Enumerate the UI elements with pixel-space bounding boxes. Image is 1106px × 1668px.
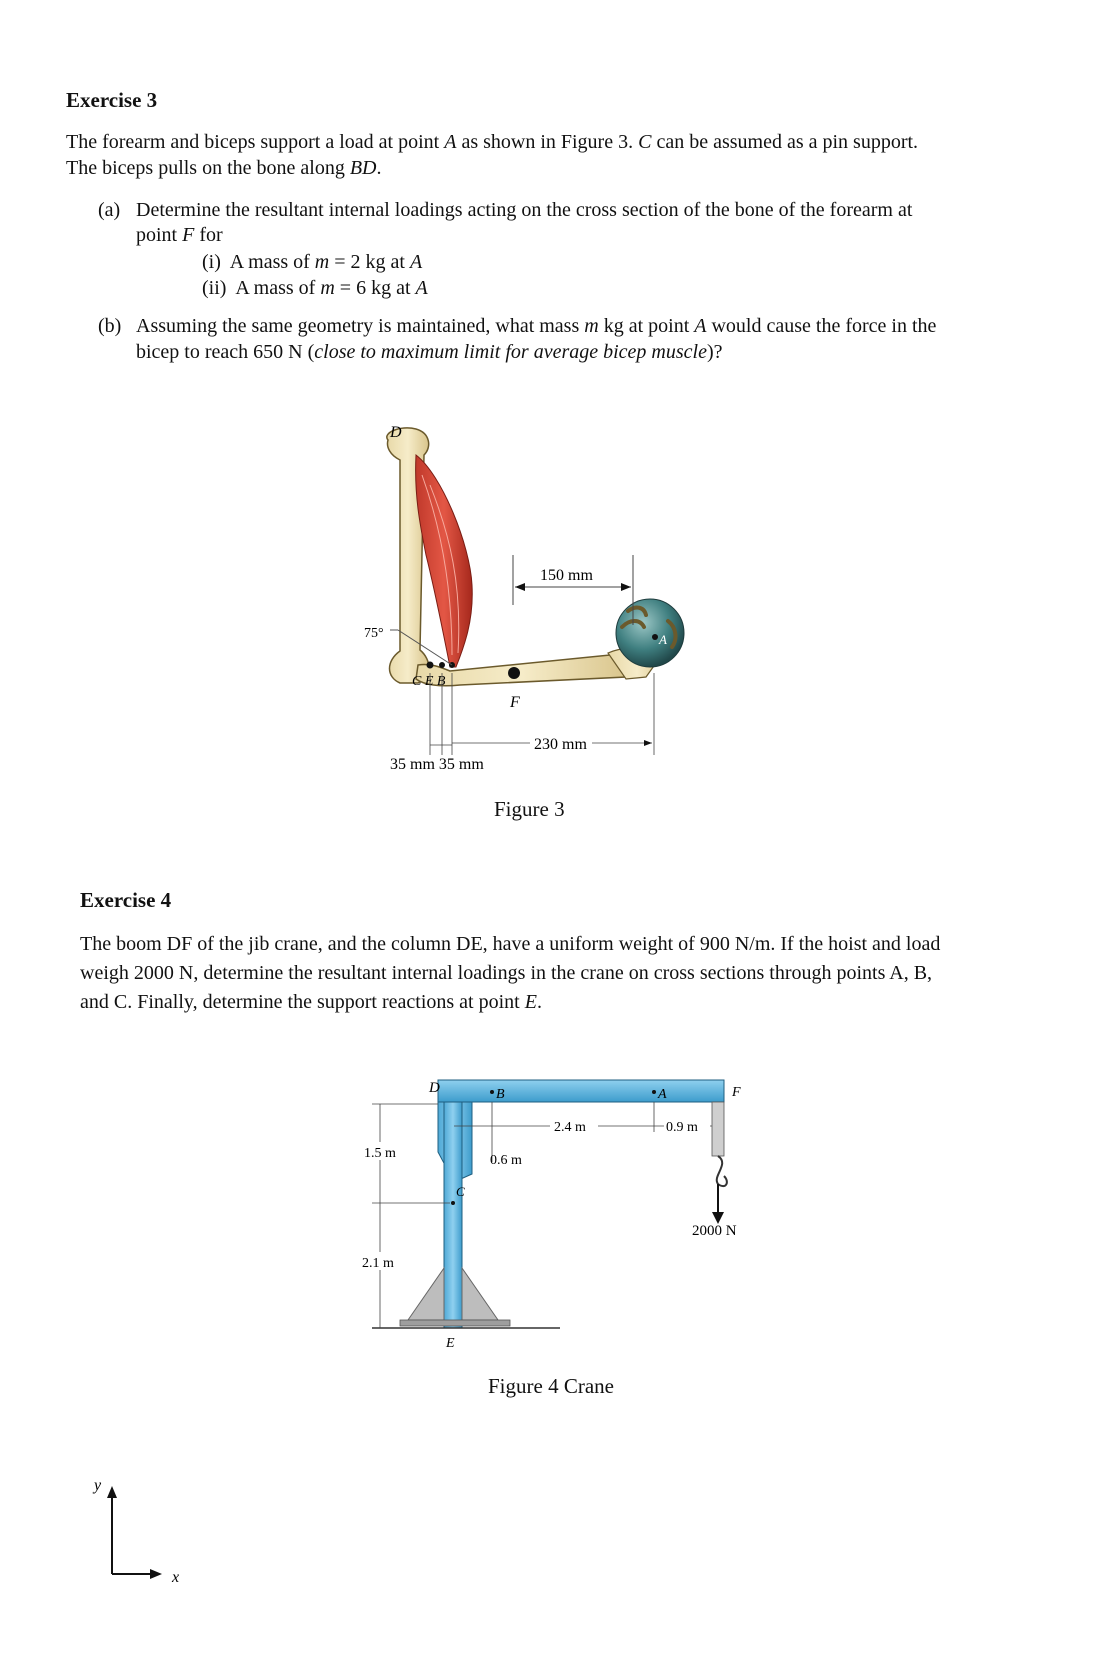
- label-f: F: [510, 694, 520, 711]
- intro-point-c: C: [638, 131, 652, 153]
- label-c: C: [456, 1184, 465, 1199]
- base-gusset-right: [462, 1268, 498, 1320]
- exercise4-title: Exercise 4: [80, 888, 172, 912]
- question-b-label: (b): [98, 315, 122, 337]
- column-de: [444, 1102, 462, 1328]
- exercise3-intro: [66, 128, 1066, 182]
- figure-3-forearm: [360, 415, 700, 785]
- exercise3-title: Exercise 3: [66, 88, 158, 112]
- question-b: [98, 312, 1088, 366]
- label-a: A: [659, 632, 667, 647]
- item-ii-text: A mass of: [235, 277, 321, 299]
- exercise4-point-e: E: [524, 991, 537, 1013]
- question-b-a: A: [694, 315, 707, 337]
- base-plate: [400, 1320, 510, 1326]
- question-b-text: )?: [706, 341, 723, 363]
- dim-150mm: 150 mm: [540, 567, 593, 584]
- label-d: D: [390, 424, 402, 441]
- boom-df: [438, 1080, 724, 1102]
- dim-0-6m: 0.6 m: [490, 1153, 522, 1168]
- label-b: B: [496, 1087, 505, 1102]
- intro-text: The biceps pulls on the bone along: [66, 157, 350, 179]
- y-axis-arrow: [107, 1486, 117, 1498]
- xy-axes: [88, 1476, 198, 1586]
- figure-4-crane: [350, 1072, 770, 1362]
- point-e-marker: [439, 662, 445, 668]
- item-ii-label: (ii): [202, 277, 227, 299]
- question-a: [98, 196, 1078, 249]
- question-a-line1: Determine the resultant internal loadings acting on the cross section of the bone of the forearm at: [136, 199, 913, 221]
- point-f-marker: [508, 667, 520, 679]
- base-gusset-left: [408, 1268, 444, 1320]
- item-i-a: A: [409, 251, 423, 273]
- x-axis-arrow: [150, 1569, 162, 1579]
- question-a-text: for: [194, 224, 223, 246]
- question-a-point-f: F: [182, 224, 195, 246]
- item-ii-a: A: [415, 277, 428, 299]
- item-i-label: (i): [202, 251, 221, 273]
- dim-2-1m: 2.1 m: [362, 1256, 394, 1271]
- figure-4-caption: Figure 4 Crane: [488, 1374, 614, 1398]
- intro-text: .: [376, 157, 382, 179]
- item-ii-m: m: [320, 277, 335, 299]
- item-i-text: = 2 kg at: [329, 251, 410, 273]
- question-b-text: bicep to reach 650 N (: [136, 341, 315, 363]
- question-b-italic: close to maximum limit for average bicep muscle: [314, 341, 707, 363]
- dim-1-5m: 1.5 m: [364, 1146, 396, 1161]
- exercise4-line3: .: [536, 991, 542, 1013]
- label-e: E: [446, 1336, 455, 1351]
- dim-35mm: 35 mm 35 mm: [390, 756, 484, 773]
- question-b-text: Assuming the same geometry is maintained, what mass: [136, 315, 585, 337]
- label-f: F: [732, 1085, 741, 1100]
- y-axis-label: y: [94, 1477, 102, 1494]
- hoist-chain: [712, 1102, 724, 1156]
- x-axis-label: x: [172, 1569, 180, 1586]
- load-2000n: 2000 N: [692, 1223, 737, 1239]
- item-ii-text: = 6 kg at: [334, 277, 416, 299]
- question-a-label: (a): [98, 199, 121, 221]
- exercise4-text: [80, 930, 1090, 1017]
- question-b-text: kg at point: [598, 315, 695, 337]
- question-b-m: m: [584, 315, 599, 337]
- label-a: A: [658, 1087, 667, 1102]
- forearm-bone: [416, 655, 628, 686]
- question-a-text: point: [136, 224, 183, 246]
- label-75-deg: 75°: [364, 626, 384, 641]
- exercise4-line2: weigh 2000 N, determine the resultant internal loadings in the crane on cross sections through points A, B,: [80, 962, 933, 984]
- question-a-ii: [202, 274, 428, 302]
- intro-text: can be assumed as a pin support.: [651, 131, 919, 153]
- hook: [717, 1156, 727, 1186]
- intro-text: as shown in Figure 3.: [456, 131, 639, 153]
- intro-line-bd: BD: [349, 157, 377, 179]
- label-d: D: [429, 1080, 440, 1096]
- point-c-marker: [427, 662, 434, 669]
- dim-230mm: 230 mm: [534, 736, 587, 753]
- item-i-m: m: [314, 251, 330, 273]
- dim-2-4m: 2.4 m: [554, 1120, 586, 1135]
- question-b-text: would cause the force in the: [706, 315, 937, 337]
- item-i-text: A mass of: [229, 251, 315, 273]
- exercise4-line1: The boom DF of the jib crane, and the column DE, have a uniform weight of 900 N/m. If the hoist and load: [80, 933, 941, 955]
- intro-text: The forearm and biceps support a load at point: [66, 131, 445, 153]
- dim-0-9m: 0.9 m: [666, 1120, 698, 1135]
- figure-3-caption: Figure 3: [494, 797, 565, 821]
- exercise4-line3: and C. Finally, determine the support reactions at point: [80, 991, 525, 1013]
- label-ceb: C E B: [412, 674, 446, 689]
- intro-point-a: A: [444, 131, 457, 153]
- question-a-i: [202, 248, 422, 276]
